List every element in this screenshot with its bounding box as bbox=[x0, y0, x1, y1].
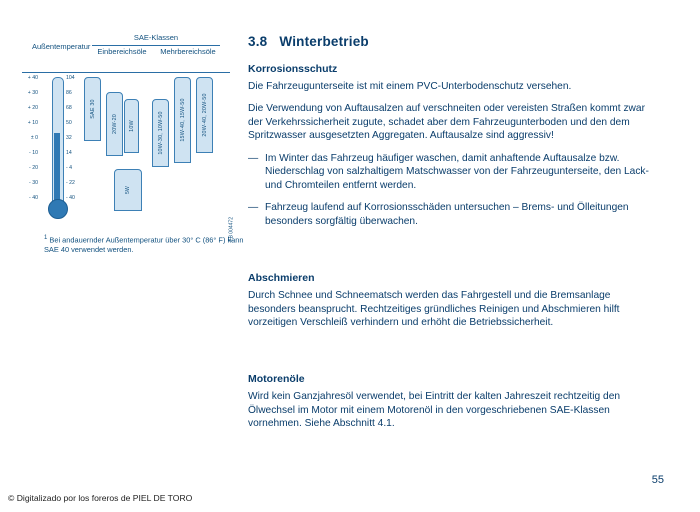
chart-group-header-multi-grade: Mehrbereichsöle bbox=[160, 47, 216, 56]
paragraph-korrosionsschutz-2: Die Verwendung von Auftausalzen auf verschneiten oder vereisten Straßen kommt zwar der Verkehrssicherheit zugute, schadet aber dem Fahrzeugunterboden und den dem Spritzwasser ausgesetzten Aggregaten. Auftausalze sind aggressiv! bbox=[248, 103, 645, 142]
chart-title-rule bbox=[92, 45, 220, 46]
bar-20w-20: 20W-20 bbox=[106, 92, 123, 156]
tick-c-3: + 10 bbox=[27, 120, 38, 126]
heading-abschmieren: Abschmieren bbox=[248, 272, 315, 285]
tick-f-7: - 22 bbox=[66, 180, 75, 186]
paragraph-korrosionsschutz-1: Die Fahrzeugunterseite ist mit einem PVC-Unterbodenschutz versehen. bbox=[248, 81, 572, 92]
chart-title: SAE-Klassen bbox=[133, 33, 179, 42]
list-item: — Fahrzeug laufend auf Korrosionsschäden untersuchen – Brems- und Ölleitungen besonders sorgfältig überwachen. bbox=[248, 201, 660, 228]
thermometer-mercury bbox=[54, 133, 60, 203]
tick-f-6: - 4 bbox=[66, 165, 73, 171]
heading-motorenoele: Motorenöle bbox=[248, 373, 305, 386]
chart-axis-label-outside-temp: Außentemperatur bbox=[32, 42, 91, 51]
tick-c-5: - 10 bbox=[29, 150, 38, 156]
tick-f-8: - 40 bbox=[66, 195, 75, 201]
article-content bbox=[248, 34, 660, 440]
list-item: — Im Winter das Fahrzeug häufiger waschen, damit anhaftende Auftausalze bzw. Niederschlag von salzhaltigem Matschwasser von der Fahrzeugunterseite, den Lack- und Chromteilen entfernt werden. bbox=[248, 152, 660, 192]
footer-credit: © Digitalizado por los foreros de PIEL DE TORO bbox=[8, 493, 193, 503]
chart-reference-code: FB 004472 bbox=[228, 217, 234, 242]
tick-f-4: 32 bbox=[66, 135, 72, 141]
tick-c-7: - 30 bbox=[29, 180, 38, 186]
paragraph-abschmieren-1: Durch Schnee und Schneematsch werden das Fahrgestell und die Bremsanlage besonders beansprucht. Rechtzeitiges gründliches Reinigen und Abschmieren hilft vorzeitigen Verschleiß verhindern und erhöht die Betriebssicherheit. bbox=[248, 290, 620, 328]
chart-header bbox=[22, 28, 230, 68]
tick-c-0: + 40 bbox=[27, 75, 38, 81]
tick-f-1: 86 bbox=[66, 90, 72, 96]
chart-plot-area bbox=[22, 72, 234, 242]
heading-korrosionsschutz: Korrosionsschutz bbox=[248, 63, 338, 75]
tick-c-2: + 20 bbox=[27, 105, 38, 111]
bar-10w-30-10w-50: 10W-30, 10W-50 bbox=[152, 99, 169, 167]
page-title bbox=[248, 34, 660, 49]
paragraph-motorenoele-1: Wird kein Ganzjahresöl verwendet, bei Eintritt der kalten Jahreszeit rechtzeitig den Ölwechsel im Motor mit einem Motorenöl in den vorgeschriebenen SAE-Klassen vornehmen. Siehe Abschnitt 4.1. bbox=[248, 391, 621, 430]
tick-c-1: + 30 bbox=[27, 90, 38, 96]
tick-f-2: 68 bbox=[66, 105, 72, 111]
bar-10w: 10W bbox=[124, 99, 139, 153]
tick-c-6: - 20 bbox=[29, 165, 38, 171]
chart-footnote-text: Bei andauernder Außentemperatur über 30° C (86° F) kann SAE 40 verwendet werden. bbox=[44, 235, 244, 255]
chart-footnote-marker: 1 bbox=[44, 235, 48, 241]
tick-f-5: 14 bbox=[66, 150, 72, 156]
bar-5w: 5W bbox=[114, 169, 142, 211]
section-title: Winterbetrieb bbox=[279, 34, 369, 49]
sae-viscosity-chart bbox=[22, 28, 244, 255]
oil-grade-bars bbox=[84, 73, 234, 242]
list-korrosionsschutz bbox=[248, 152, 660, 228]
page-number: 55 bbox=[651, 474, 664, 486]
bar-sae-30: SAE 30 bbox=[84, 77, 101, 141]
tick-c-8: - 40 bbox=[29, 195, 38, 201]
bar-20w-40-20w-50: 20W-40, 20W-50 bbox=[196, 77, 213, 153]
chart-group-header-single-grade: Einbereichsöle bbox=[97, 47, 147, 56]
block-motorenoele bbox=[248, 373, 660, 430]
thermometer-bulb bbox=[48, 199, 68, 219]
temperature-scale bbox=[22, 73, 50, 207]
tick-c-4: ± 0 bbox=[30, 135, 38, 141]
bar-15w-40-15w-50: 15W-40, 15W-50 bbox=[174, 77, 191, 163]
block-abschmieren bbox=[248, 272, 660, 329]
chart-footnote bbox=[44, 234, 259, 255]
tick-f-3: 50 bbox=[66, 120, 72, 126]
tick-f-0: 104 bbox=[66, 75, 75, 81]
section-number: 3.8 bbox=[248, 34, 268, 49]
